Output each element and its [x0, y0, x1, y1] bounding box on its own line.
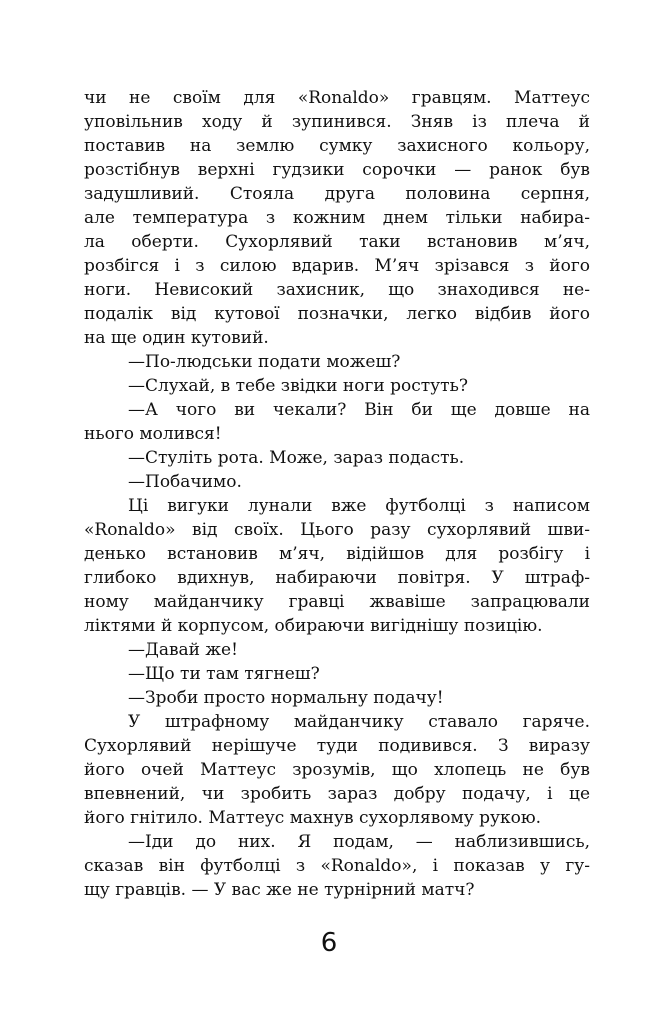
body-text — [84, 86, 590, 902]
text-line: чи не своїм для «Ronaldo» гравцям. Маттеус — [84, 88, 590, 108]
text-line: розстібнув верхні гудзики сорочки — ранок був — [84, 160, 590, 180]
text-line: ному майданчику гравці жвавіше запрацювали — [84, 592, 590, 612]
text-line: уповільнив ходу й зупинився. Зняв із плеча й — [84, 112, 590, 132]
text-line: впевнений, чи зробить зараз добру подачу, і це — [84, 784, 590, 804]
text-line: сказав він футболці з «Ronaldo», і показав у гу- — [84, 856, 590, 876]
text-line: —По-людськи подати можеш? — [128, 352, 401, 372]
text-line: глибоко вдихнув, набираючи повітря. У штраф- — [84, 568, 590, 588]
text-line: подалік від кутової позначки, легко відбив його — [84, 304, 590, 324]
text-line: —Давай же! — [128, 640, 238, 660]
text-line: —Іди до них. Я подам, — наблизившись, — [128, 832, 590, 852]
text-line: У штрафному майданчику ставало гаряче. — [128, 712, 590, 732]
text-line: його очей Маттеус зрозумів, що хлопець не був — [84, 760, 590, 780]
text-line: —Стуліть рота. Може, зараз подасть. — [128, 448, 465, 468]
text-line: ліктями й корпусом, обираючи вигіднішу позицію. — [84, 616, 543, 636]
text-line: Сухорлявий нерішуче туди подивився. З виразу — [84, 736, 590, 756]
text-line: —Слухай, в тебе звідки ноги ростуть? — [128, 376, 468, 396]
text-line: поставив на землю сумку захисного кольору, — [84, 136, 590, 156]
text-line: Ці вигуки лунали вже футболці з написом — [128, 496, 590, 516]
text-line: ноги. Невисокий захисник, що знаходився не- — [84, 280, 590, 300]
text-line: щу гравців. — У вас же не турнірний матч? — [84, 880, 475, 900]
text-line: ла оберти. Сухорлявий таки встановив м’яч, — [84, 232, 590, 252]
text-line: —А чого ви чекали? Він би ще довше на — [128, 400, 590, 420]
text-line: нього молився! — [84, 424, 222, 444]
text-line: розбігся і з силою вдарив. М’яч зрізався з його — [84, 256, 590, 276]
text-line: денько встановив м’яч, відійшов для розбігу і — [84, 544, 590, 564]
text-line: —Зроби просто нормальну подачу! — [128, 688, 444, 708]
text-line: —Що ти там тягнеш? — [128, 664, 320, 684]
text-line: задушливий. Стояла друга половина серпня, — [84, 184, 590, 204]
text-line: —Побачимо. — [128, 472, 242, 492]
text-line: його гнітило. Маттеус махнув сухорлявому рукою. — [84, 808, 542, 828]
text-line: «Ronaldo» від своїх. Цього разу сухорлявий шви- — [84, 520, 590, 540]
page-number: 6 — [320, 928, 338, 958]
text-line: на ще один кутовий. — [84, 328, 269, 348]
text-line: але температура з кожним днем тільки набира- — [84, 208, 590, 228]
